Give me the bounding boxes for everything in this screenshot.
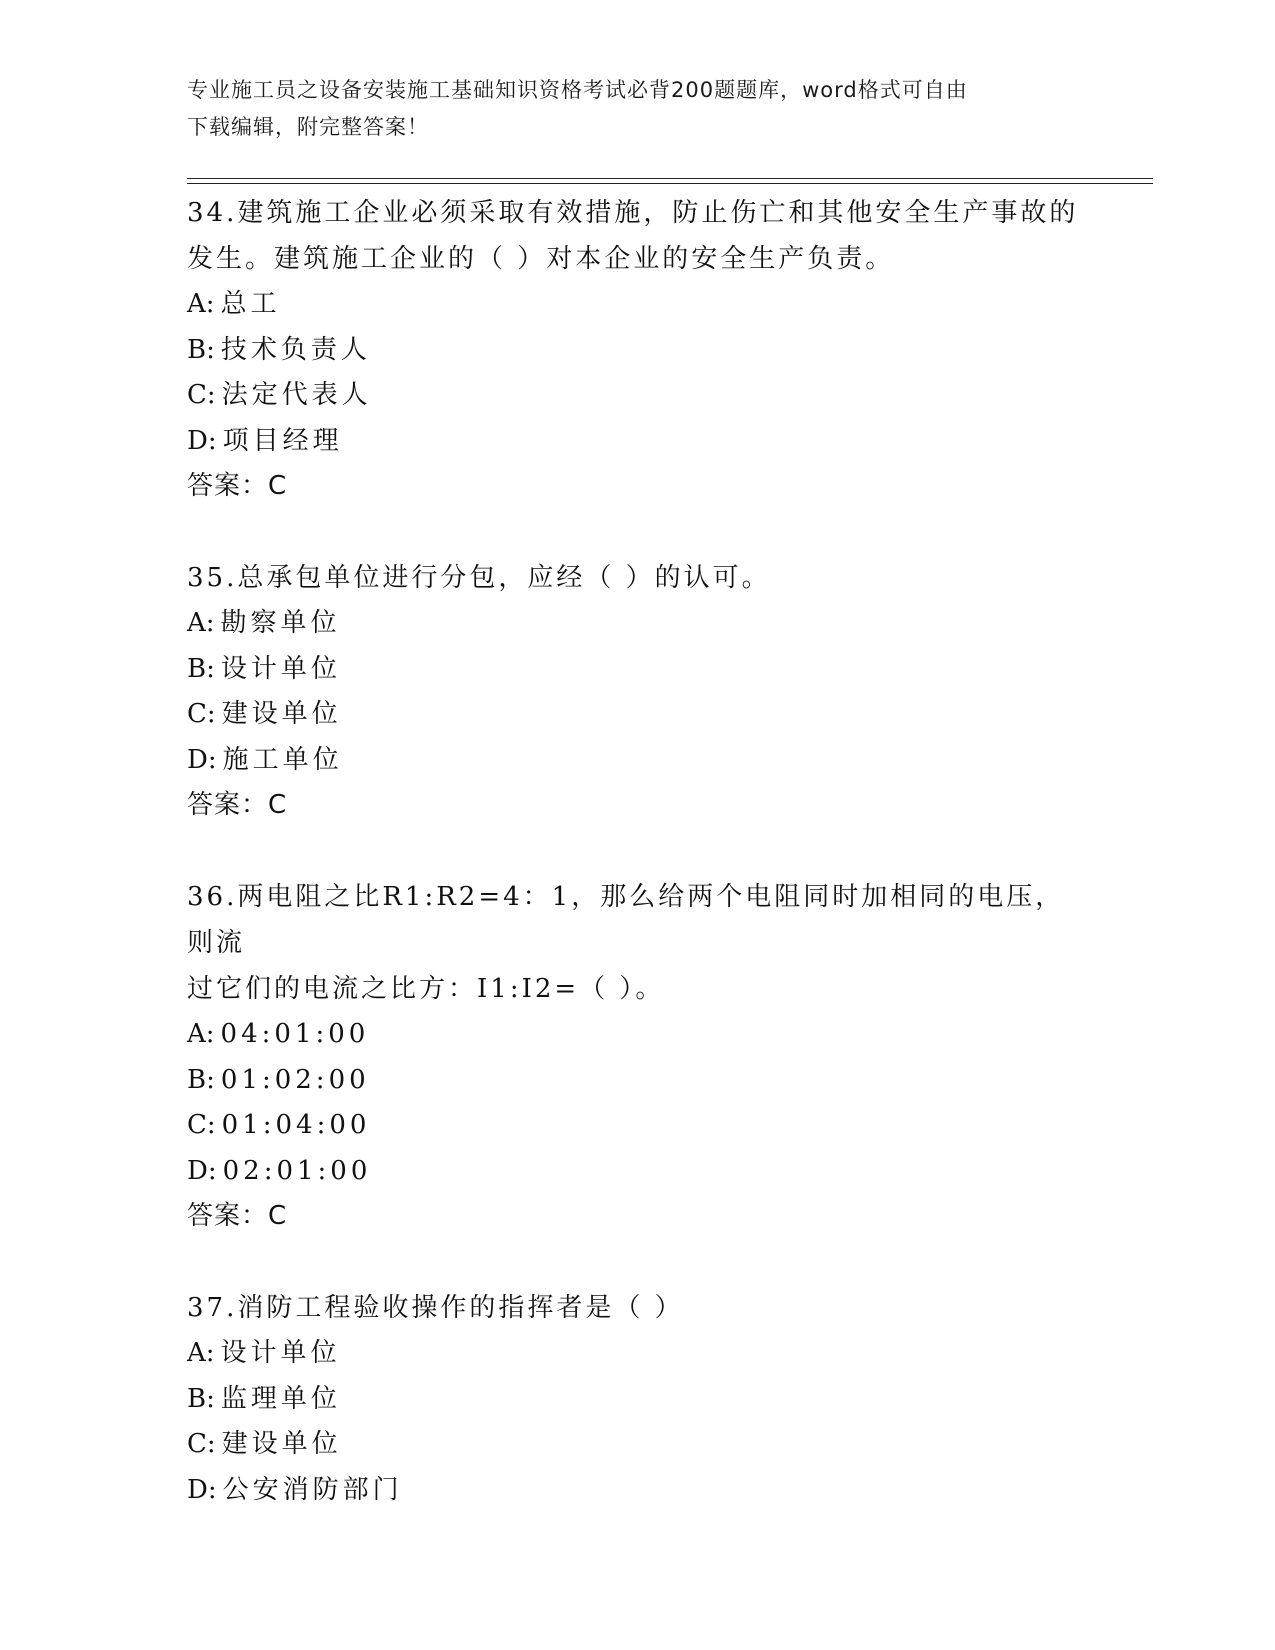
option-b — [187, 1058, 1087, 1104]
option-letter: C: — [187, 699, 216, 729]
option-text: 设计单位 — [220, 1338, 341, 1368]
option-letter: D: — [187, 425, 217, 456]
question-36 — [187, 874, 1087, 1239]
option-text: 建设单位 — [221, 699, 342, 729]
option-c — [187, 692, 1087, 738]
option-a — [187, 1331, 1087, 1377]
question-spacer — [187, 509, 1087, 555]
answer-line: 答案：C — [187, 1201, 288, 1231]
question-spacer — [187, 1239, 1087, 1285]
option-letter: C: — [187, 380, 216, 410]
question-stem-line: 34.建筑施工企业必须采取有效措施，防止伤亡和其他安全生产事故的 — [187, 198, 1079, 228]
option-letter: A: — [187, 1019, 215, 1049]
question-34 — [187, 190, 1087, 509]
question-stem-line: 35.总承包单位进行分包，应经（ ）的认可。 — [187, 563, 771, 593]
option-list — [187, 1331, 1087, 1513]
option-letter: A: — [187, 1338, 215, 1368]
option-letter: D: — [187, 1474, 217, 1505]
option-text: 技术负责人 — [220, 334, 371, 365]
header-line-1: 专业施工员之设备安装施工基础知识资格考试必背200题题库，word格式可自由 — [187, 78, 968, 102]
option-list — [187, 282, 1087, 464]
question-stem-line: 37.消防工程验收操作的指挥者是（ ） — [187, 1293, 684, 1323]
header-divider-bottom — [187, 183, 1153, 184]
option-letter: B: — [187, 1064, 215, 1095]
question-spacer — [187, 828, 1087, 874]
answer-line: 答案：C — [187, 471, 288, 501]
option-letter: D: — [187, 744, 217, 775]
option-text: 监理单位 — [220, 1383, 341, 1414]
option-text: 02:01:00 — [222, 1155, 372, 1186]
header-line-2: 下载编辑，附完整答案！ — [187, 115, 429, 139]
option-text: 法定代表人 — [221, 380, 372, 410]
option-letter: C: — [187, 1110, 216, 1140]
option-list — [187, 601, 1087, 783]
option-letter: D: — [187, 1155, 217, 1186]
question-list — [187, 190, 1087, 1513]
option-letter: A: — [187, 608, 215, 638]
option-a — [187, 601, 1087, 647]
option-text: 勘察单位 — [220, 608, 341, 638]
answer-line: 答案：C — [187, 790, 288, 820]
header-divider-top — [187, 178, 1153, 179]
option-d — [187, 419, 1087, 465]
option-d — [187, 1149, 1087, 1195]
option-text: 公安消防部门 — [222, 1474, 403, 1505]
option-text: 01:04:00 — [221, 1110, 371, 1140]
option-a — [187, 1012, 1087, 1058]
option-b — [187, 647, 1087, 693]
option-letter: B: — [187, 1383, 215, 1414]
option-text: 建设单位 — [221, 1429, 342, 1459]
option-text: 总工 — [220, 289, 281, 319]
option-c — [187, 1422, 1087, 1468]
question-35 — [187, 555, 1087, 828]
option-text: 项目经理 — [222, 425, 343, 456]
option-d — [187, 1468, 1087, 1514]
question-stem-line: 过它们的电流之比方：I1:I2=（ ）。 — [187, 974, 665, 1004]
option-text: 设计单位 — [220, 653, 341, 684]
option-text: 04:01:00 — [220, 1019, 370, 1049]
question-stem-line: 发生。建筑施工企业的（ ）对本企业的安全生产负责。 — [187, 244, 895, 274]
option-c — [187, 1103, 1087, 1149]
question-37 — [187, 1285, 1087, 1513]
option-letter: B: — [187, 334, 215, 365]
option-letter: A: — [187, 289, 215, 319]
option-b — [187, 328, 1087, 374]
option-d — [187, 738, 1087, 784]
document-header — [187, 72, 1067, 146]
option-b — [187, 1377, 1087, 1423]
option-letter: C: — [187, 1429, 216, 1459]
option-text: 施工单位 — [222, 744, 343, 775]
option-c — [187, 373, 1087, 419]
option-text: 01:02:00 — [220, 1064, 370, 1095]
option-list — [187, 1012, 1087, 1194]
question-stem-line: 36.两电阻之比R1:R2=4：1，那么给两个电阻同时加相同的电压，则流 — [187, 882, 1065, 958]
option-a — [187, 282, 1087, 328]
option-letter: B: — [187, 653, 215, 684]
